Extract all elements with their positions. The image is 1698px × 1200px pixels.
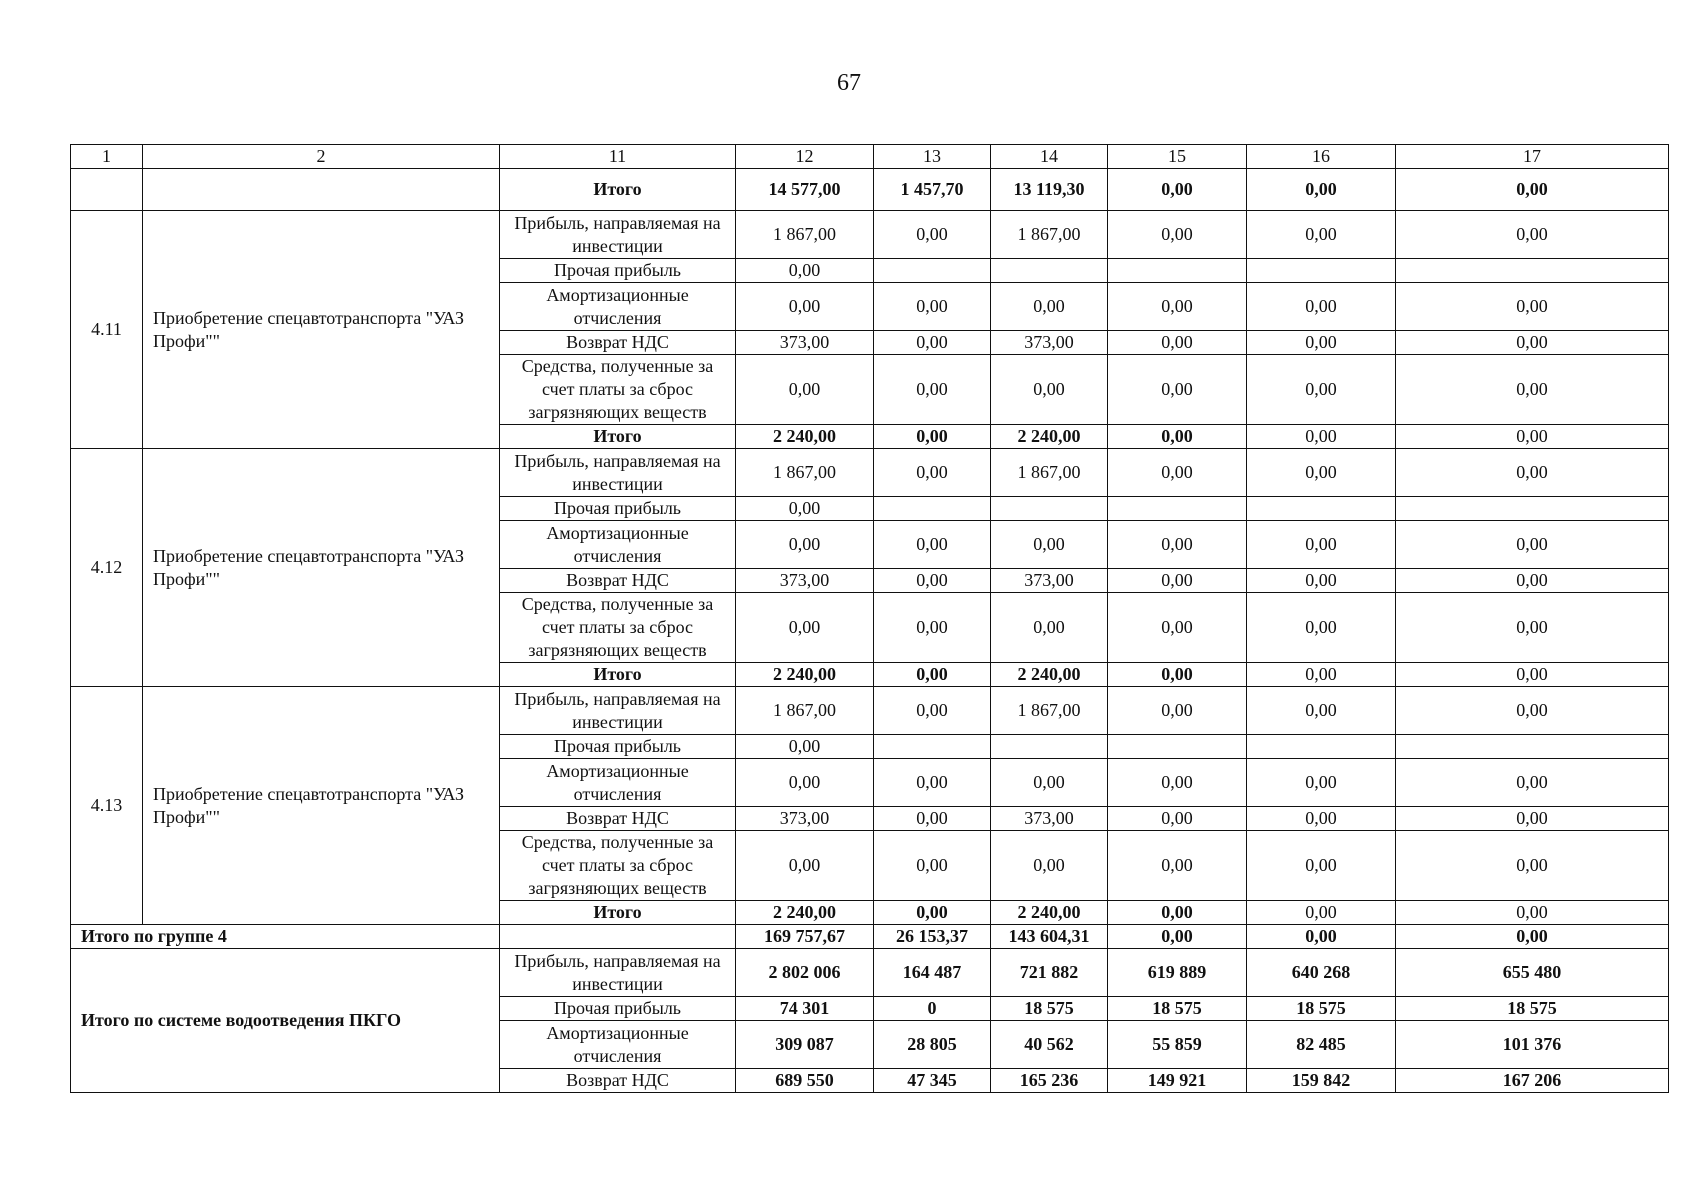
group-total-row	[71, 925, 1669, 949]
value-cell: 0,00	[1108, 663, 1247, 687]
funding-source: Возврат НДС	[500, 569, 736, 593]
empty-cell	[500, 925, 736, 949]
value-cell: 1 867,00	[991, 687, 1108, 735]
value-cell: 0,00	[1396, 521, 1669, 569]
value-cell: 0,00	[1247, 663, 1396, 687]
value-cell: 2 802 006	[736, 949, 874, 997]
value-cell: 0,00	[991, 759, 1108, 807]
value-cell: 0,00	[1247, 283, 1396, 331]
value-cell	[874, 497, 991, 521]
value-cell: 0,00	[991, 355, 1108, 425]
value-cell: 0,00	[736, 521, 874, 569]
value-cell: 167 206	[1396, 1069, 1669, 1093]
column-header: 13	[874, 145, 991, 169]
value-cell: 0,00	[1247, 211, 1396, 259]
value-cell: 0,00	[1396, 901, 1669, 925]
value-cell: 373,00	[991, 331, 1108, 355]
value-cell: 0,00	[1396, 211, 1669, 259]
value-cell: 0,00	[1108, 901, 1247, 925]
funding-source: Прибыль, направляемая на инвестиции	[500, 687, 736, 735]
value-cell: 0,00	[736, 497, 874, 521]
funding-source: Средства, полученные за счет платы за сброс загрязняющих веществ	[500, 593, 736, 663]
value-cell: 101 376	[1396, 1021, 1669, 1069]
value-cell: 0,00	[1396, 925, 1669, 949]
value-cell: 0,00	[874, 901, 991, 925]
value-cell: 0,00	[1108, 831, 1247, 901]
value-cell: 0,00	[874, 283, 991, 331]
value-cell: 0,00	[874, 687, 991, 735]
funding-source: Амортизационные отчисления	[500, 521, 736, 569]
value-cell: 1 867,00	[736, 449, 874, 497]
value-cell: 18 575	[1247, 997, 1396, 1021]
item-number: 4.12	[71, 449, 143, 687]
value-cell: 0,00	[1108, 521, 1247, 569]
total-row	[71, 169, 1669, 211]
value-cell: 1 867,00	[991, 211, 1108, 259]
funding-source: Возврат НДС	[500, 807, 736, 831]
value-cell: 82 485	[1247, 1021, 1396, 1069]
value-cell: 18 575	[991, 997, 1108, 1021]
funding-source: Амортизационные отчисления	[500, 759, 736, 807]
column-header: 1	[71, 145, 143, 169]
value-cell: 55 859	[1108, 1021, 1247, 1069]
value-cell: 47 345	[874, 1069, 991, 1093]
value-cell: 689 550	[736, 1069, 874, 1093]
value-cell: 0,00	[874, 593, 991, 663]
value-cell: 0,00	[991, 521, 1108, 569]
value-cell	[1396, 259, 1669, 283]
value-cell: 0,00	[1247, 355, 1396, 425]
funding-source: Возврат НДС	[500, 1069, 736, 1093]
value-cell: 0,00	[1108, 593, 1247, 663]
value-cell: 26 153,37	[874, 925, 991, 949]
value-cell: 0,00	[874, 807, 991, 831]
value-cell: 0,00	[1247, 449, 1396, 497]
value-cell	[874, 735, 991, 759]
value-cell	[991, 259, 1108, 283]
value-cell: 0,00	[1247, 925, 1396, 949]
funding-source: Итого	[500, 425, 736, 449]
value-cell	[1396, 735, 1669, 759]
value-cell: 373,00	[736, 807, 874, 831]
column-header: 14	[991, 145, 1108, 169]
table-row	[71, 687, 1669, 735]
item-name: Приобретение спецавтотранспорта "УАЗ Профи""	[143, 449, 500, 687]
item-name: Приобретение спецавтотранспорта "УАЗ Профи""	[143, 211, 500, 449]
table-body	[71, 145, 1669, 1093]
value-cell	[1108, 735, 1247, 759]
value-cell: 0,00	[874, 355, 991, 425]
value-cell: 0,00	[1247, 687, 1396, 735]
funding-source: Средства, полученные за счет платы за сброс загрязняющих веществ	[500, 831, 736, 901]
value-cell: 0,00	[1396, 355, 1669, 425]
value-cell: 2 240,00	[736, 663, 874, 687]
value-cell: 164 487	[874, 949, 991, 997]
value-cell: 169 757,67	[736, 925, 874, 949]
value-cell: 2 240,00	[991, 901, 1108, 925]
value-cell	[1108, 259, 1247, 283]
value-cell: 28 805	[874, 1021, 991, 1069]
value-cell: 2 240,00	[736, 425, 874, 449]
column-header: 17	[1396, 145, 1669, 169]
empty-cell	[71, 169, 143, 211]
funding-source: Итого	[500, 901, 736, 925]
value-cell: 0,00	[1108, 807, 1247, 831]
table-row	[71, 449, 1669, 497]
group-total-label: Итого по группе 4	[71, 925, 500, 949]
value-cell: 0,00	[1247, 759, 1396, 807]
value-cell: 0,00	[1396, 569, 1669, 593]
value-cell: 0,00	[1108, 169, 1247, 211]
value-cell: 0,00	[1108, 449, 1247, 497]
value-cell: 0,00	[1396, 283, 1669, 331]
value-cell	[1247, 497, 1396, 521]
value-cell: 309 087	[736, 1021, 874, 1069]
value-cell: 1 867,00	[736, 211, 874, 259]
column-header: 11	[500, 145, 736, 169]
value-cell: 0,00	[1108, 283, 1247, 331]
funding-source: Прибыль, направляемая на инвестиции	[500, 949, 736, 997]
value-cell: 0,00	[736, 593, 874, 663]
value-cell: 0,00	[991, 831, 1108, 901]
value-cell: 0,00	[736, 831, 874, 901]
value-cell	[991, 497, 1108, 521]
value-cell: 0,00	[1247, 425, 1396, 449]
item-name: Приобретение спецавтотранспорта "УАЗ Профи""	[143, 687, 500, 925]
value-cell: 143 604,31	[991, 925, 1108, 949]
value-cell: 373,00	[736, 569, 874, 593]
value-cell: 0,00	[874, 759, 991, 807]
value-cell: 0,00	[1108, 569, 1247, 593]
value-cell: 1 867,00	[736, 687, 874, 735]
value-cell	[1247, 735, 1396, 759]
funding-source: Прочая прибыль	[500, 259, 736, 283]
column-header: 12	[736, 145, 874, 169]
value-cell: 0,00	[1247, 831, 1396, 901]
value-cell: 14 577,00	[736, 169, 874, 211]
value-cell: 0,00	[1396, 687, 1669, 735]
value-cell: 0,00	[1108, 687, 1247, 735]
value-cell: 0,00	[1108, 355, 1247, 425]
value-cell: 0,00	[874, 425, 991, 449]
value-cell: 0,00	[1108, 211, 1247, 259]
value-cell: 0,00	[1396, 831, 1669, 901]
value-cell: 0,00	[1396, 759, 1669, 807]
value-cell	[991, 735, 1108, 759]
value-cell: 640 268	[1247, 949, 1396, 997]
table-row	[71, 211, 1669, 259]
value-cell: 40 562	[991, 1021, 1108, 1069]
row-label: Итого	[500, 169, 736, 211]
value-cell: 0,00	[1108, 425, 1247, 449]
value-cell: 0,00	[1396, 593, 1669, 663]
value-cell: 0,00	[1247, 593, 1396, 663]
value-cell: 0,00	[874, 663, 991, 687]
empty-cell	[143, 169, 500, 211]
funding-source: Амортизационные отчисления	[500, 1021, 736, 1069]
value-cell: 721 882	[991, 949, 1108, 997]
value-cell: 0,00	[736, 759, 874, 807]
funding-source: Амортизационные отчисления	[500, 283, 736, 331]
item-number: 4.11	[71, 211, 143, 449]
value-cell: 0,00	[991, 593, 1108, 663]
column-header: 16	[1247, 145, 1396, 169]
page-number: 67	[837, 70, 861, 96]
value-cell	[874, 259, 991, 283]
value-cell: 18 575	[1108, 997, 1247, 1021]
value-cell: 165 236	[991, 1069, 1108, 1093]
value-cell: 373,00	[991, 807, 1108, 831]
funding-source: Прочая прибыль	[500, 997, 736, 1021]
value-cell: 0,00	[991, 283, 1108, 331]
value-cell: 0,00	[1396, 425, 1669, 449]
value-cell: 74 301	[736, 997, 874, 1021]
value-cell: 0,00	[874, 521, 991, 569]
value-cell: 0,00	[874, 449, 991, 497]
system-total-row	[71, 949, 1669, 997]
funding-source: Средства, полученные за счет платы за сброс загрязняющих веществ	[500, 355, 736, 425]
funding-source: Прочая прибыль	[500, 497, 736, 521]
investment-table	[70, 144, 1669, 1093]
funding-source: Прибыль, направляемая на инвестиции	[500, 449, 736, 497]
value-cell: 0,00	[736, 735, 874, 759]
value-cell: 0,00	[1247, 807, 1396, 831]
value-cell: 619 889	[1108, 949, 1247, 997]
value-cell: 0,00	[1396, 807, 1669, 831]
funding-source: Возврат НДС	[500, 331, 736, 355]
value-cell: 0,00	[1247, 569, 1396, 593]
value-cell	[1108, 497, 1247, 521]
value-cell: 0,00	[1108, 331, 1247, 355]
value-cell: 0,00	[1247, 901, 1396, 925]
value-cell: 0,00	[1396, 663, 1669, 687]
value-cell: 149 921	[1108, 1069, 1247, 1093]
value-cell: 2 240,00	[991, 425, 1108, 449]
value-cell: 1 457,70	[874, 169, 991, 211]
value-cell: 159 842	[1247, 1069, 1396, 1093]
value-cell: 0,00	[1108, 925, 1247, 949]
value-cell: 0,00	[874, 331, 991, 355]
value-cell: 0,00	[736, 259, 874, 283]
value-cell: 0,00	[736, 355, 874, 425]
value-cell: 0,00	[736, 283, 874, 331]
header-row	[71, 145, 1669, 169]
system-total-label: Итого по системе водоотведения ПКГО	[71, 949, 500, 1093]
value-cell: 373,00	[736, 331, 874, 355]
value-cell: 13 119,30	[991, 169, 1108, 211]
funding-source: Прочая прибыль	[500, 735, 736, 759]
column-header: 2	[143, 145, 500, 169]
value-cell: 0,00	[874, 211, 991, 259]
value-cell: 0,00	[1247, 331, 1396, 355]
value-cell: 18 575	[1396, 997, 1669, 1021]
value-cell	[1247, 259, 1396, 283]
value-cell: 0,00	[874, 831, 991, 901]
column-header: 15	[1108, 145, 1247, 169]
value-cell: 2 240,00	[991, 663, 1108, 687]
funding-source: Прибыль, направляемая на инвестиции	[500, 211, 736, 259]
item-number: 4.13	[71, 687, 143, 925]
value-cell: 2 240,00	[736, 901, 874, 925]
value-cell: 655 480	[1396, 949, 1669, 997]
value-cell: 0,00	[1108, 759, 1247, 807]
funding-source: Итого	[500, 663, 736, 687]
value-cell: 0,00	[1396, 169, 1669, 211]
value-cell: 0	[874, 997, 991, 1021]
value-cell: 373,00	[991, 569, 1108, 593]
value-cell: 1 867,00	[991, 449, 1108, 497]
value-cell	[1396, 497, 1669, 521]
value-cell: 0,00	[1396, 331, 1669, 355]
value-cell: 0,00	[1247, 169, 1396, 211]
value-cell: 0,00	[1396, 449, 1669, 497]
value-cell: 0,00	[1247, 521, 1396, 569]
value-cell: 0,00	[874, 569, 991, 593]
